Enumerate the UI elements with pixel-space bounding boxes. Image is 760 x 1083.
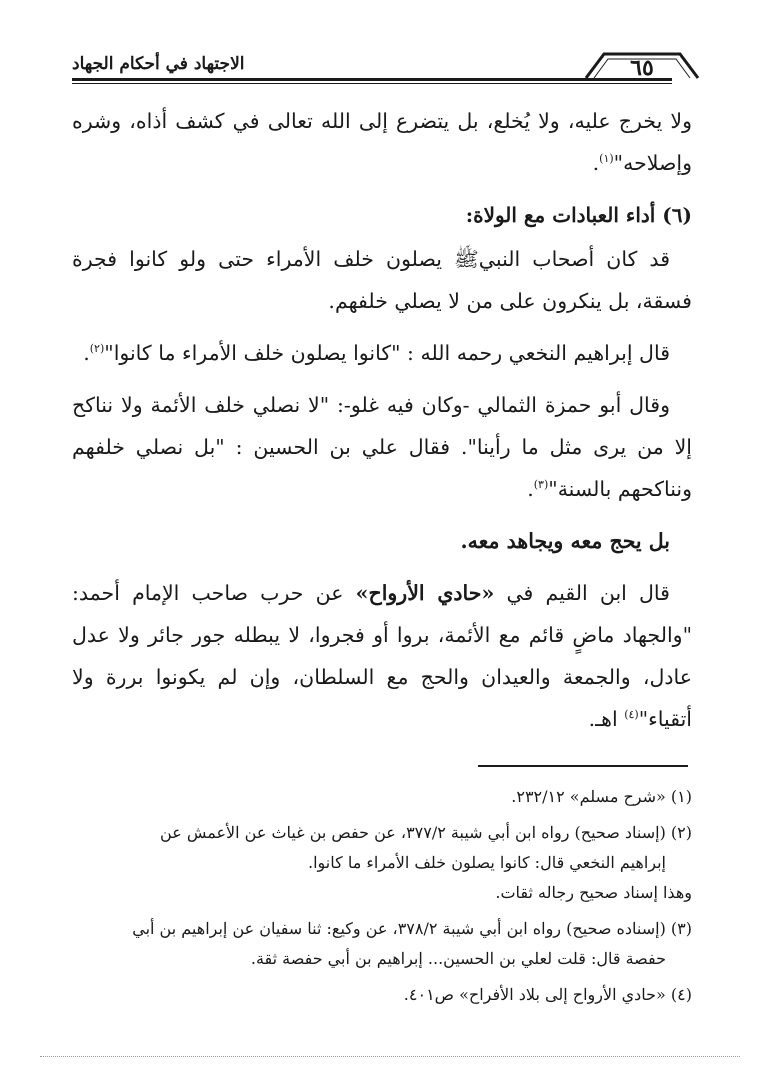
footnote-3-line-2: حفصة قال: قلت لعلي بن الحسين... إبراهيم بن أبي حفصة ثقة. [250, 949, 666, 968]
page-number-badge [582, 48, 702, 86]
footnote-ref-2: (٢) [89, 342, 105, 356]
section-heading-6: (٦) أداء العبادات مع الولاة: [465, 203, 692, 227]
footnote-1: (١) «شرح مسلم» ٢٣٢/١٢. [511, 787, 692, 806]
footnote-2-line-1: (٢) (إسناد صحيح) رواه ابن أبي شيبة ٣٧٧/٢، عن حفص بن غياث عن الأعمش عن [160, 823, 692, 842]
paragraph-1: ولا يخرج عليه، ولا يُخلع، بل يتضرع إلى الله تعالى في كشف أذاه، وشره وإصلاحه"$^{(١)}$. [72, 109, 692, 175]
paragraph-4: وقال أبو حمزة الثمالي -وكان فيه غلو-: "لا نصلي خلف الأئمة ولا نناكح إلا من يرى مثل ما رأينا". فقال علي بن الحسين : "بل نصلي خلفهم ونناكحهم بالسنة"$^{(٣)}$. [72, 393, 692, 501]
page-number: ٦٥ [630, 55, 654, 81]
footnotes [72, 782, 692, 1016]
footnote-ref-1: (١) [599, 152, 614, 166]
footnote-3-line-1: (٣) (إسناده صحيح) رواه ابن أبي شيبة ٣٧٨/٢، عن وكيع: ثنا سفيان عن إبراهيم بن أبي [132, 919, 692, 938]
paragraph-5: بل يحج معه ويجاهد معه. [460, 529, 670, 553]
paragraph-6-text-a: قال ابن القيم في [494, 581, 670, 605]
paragraph-1-text: ولا يخرج عليه، ولا يُخلع، بل يتضرع إلى الله تعالى في كشف أذاه، وشره وإصلاحه" [72, 109, 692, 175]
paragraph-6 [72, 572, 692, 740]
footnote-2-line-2: إبراهيم النخعي قال: كانوا يصلون خلف الأمراء ما كانوا. [307, 853, 666, 872]
paragraph-2: قد كان أصحاب النبيﷺ يصلون خلف الأمراء حتى ولو كانوا فجرة فسقة، بل ينكرون على من لا يصلي خلفهم. [72, 247, 692, 313]
paragraph-3-text: قال إبراهيم النخعي رحمه الله : "كانوا يصلون خلف الأمراء ما كانوا" [104, 341, 670, 365]
footnote-2 [72, 818, 692, 908]
footnote-3 [72, 914, 692, 974]
book-title: «حادي الأرواح» [355, 581, 495, 605]
bottom-scan-edge [40, 1056, 740, 1057]
running-title: الاجتهاد في أحكام الجهاد [72, 54, 245, 74]
page-header [72, 44, 692, 88]
footnote-ref-4: (٤) [624, 708, 639, 722]
footnote-ref-3: (٣) [533, 478, 549, 492]
footnote-2-line-3: وهذا إسناد صحيح رجاله ثقات. [495, 883, 692, 902]
footnote-4: (٤) «حادي الأرواح إلى بلاد الأفراح» ص٤٠١. [403, 985, 692, 1004]
paragraph-6-end: اهـ. [588, 707, 625, 731]
paragraph-4-text: وقال أبو حمزة الثمالي -وكان فيه غلو-: "لا نصلي خلف الأئمة ولا نناكح إلا من يرى مثل ما رأينا". فقال علي بن الحسين : "بل نصلي خلفهم ونناكحهم بالسنة" [72, 393, 692, 501]
paragraph-3: قال إبراهيم النخعي رحمه الله : "كانوا يصلون خلف الأمراء ما كانوا"$^{(٢)}$. [83, 341, 670, 365]
footnote-separator [478, 765, 688, 767]
main-text [72, 100, 692, 750]
paragraph-6-text-b: عن حرب صاحب الإمام أحمد: "والجهاد ماضٍ قائم مع الأئمة، بروا أو فجروا، لا يبطله جور جائر ولا عدل عادل، والجمعة والعيدان والحج مع السلطان، وإن لم يكونوا بررة ولا أتقياء" [72, 581, 692, 731]
